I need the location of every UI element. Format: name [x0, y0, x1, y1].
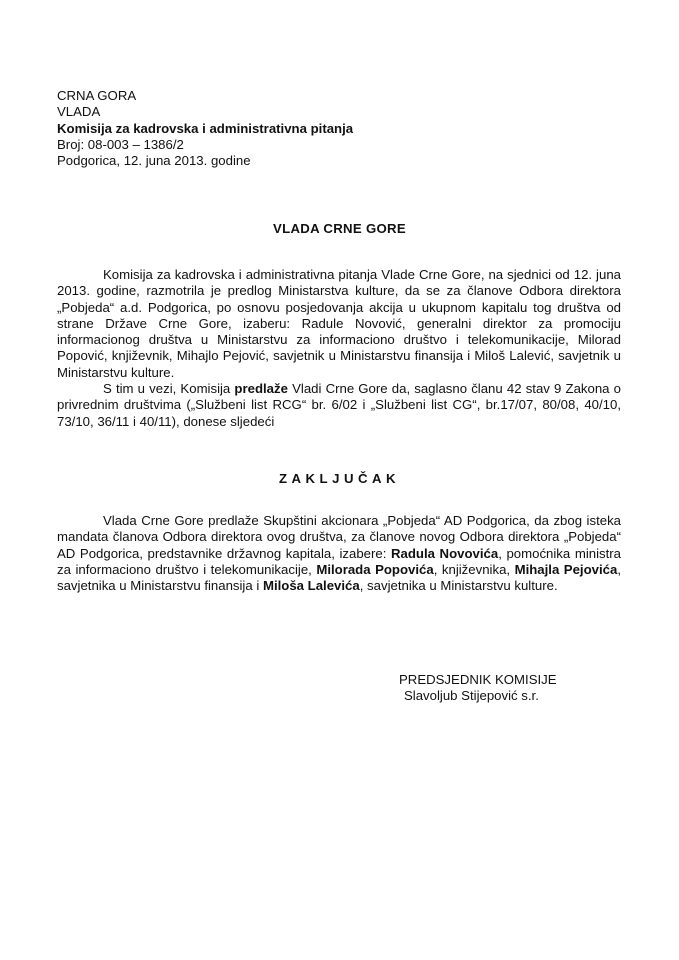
signatory-role: PREDSJEDNIK KOMISIJE [399, 672, 557, 687]
conclusion-part-2: , pomoćnika ministra za informaciono društvo i telekomunikacije, [57, 545, 621, 577]
paragraph-2-emphasis: predlaže [234, 381, 288, 397]
conclusion-title: ZAKLJUČAK [278, 471, 401, 486]
conclusion-part-4: , savjetnika u Ministarstvu finansija i [57, 561, 621, 594]
nominee-4: Miloša Lalevića [262, 578, 360, 594]
body-text [57, 267, 621, 430]
conclusion-paragraph [57, 513, 621, 594]
institution-name: VLADA [57, 104, 101, 120]
nominee-3: Mihajla Pejovića [514, 561, 618, 577]
document-title: VLADA CRNE GORE [273, 221, 406, 236]
document-header [57, 88, 353, 169]
conclusion-part-5: , savjetnika u Ministarstvu kulture. [359, 578, 558, 594]
conclusion-part-3: , književnika, [433, 561, 515, 577]
paragraph-2 [57, 381, 621, 430]
paragraph-2-start: S tim u vezi, Komisija [103, 381, 235, 397]
reference-number: Broj: 08-003 – 1386/2 [57, 136, 184, 152]
commission-name: Komisija za kadrovska i administrativna pitanja [57, 120, 354, 136]
country-name: CRNA GORA [57, 88, 137, 103]
paragraph-1: Komisija za kadrovska i administrativna pitanja Vlade Crne Gore, na sjednici od 12. juna 2013. godine, razmotrila je predlog Ministarstva kulture, da se za članove Odbora direktora „Pobjeda“ a.d. Podgorica, po osnovu posjedovanja akcija u ukupnom kapitalu tog društva od strane Države Crne Gore, izaberu: Radule Novović, generalni direktor za promociju informacionog društva u Ministarstvu za informaciono društvo i telekomunikacije, Milorad Popović, književnik, Mihajlo Pejović, savjetnik u Ministarstvu finansija i Miloš Lalević, savjetnik u Ministarstvu kulture. [57, 267, 621, 380]
conclusion-part-1: Vlada Crne Gore predlaže Skupštini akcionara „Pobjeda“ AD Podgorica, da zbog isteka mandata članova Odbora direktora ovog društva, za članove novog Odbora direktora „Pobjeda“ AD Podgorica, predstavnike državnog kapitala, izabere: [57, 513, 621, 561]
signature-block [399, 672, 557, 705]
paragraph-2-end: Vladi Crne Gore da, saglasno članu 42 stav 9 Zakona o privrednim društvima („Službeni list RCG“ br. 6/02 i „Službeni list CG“, br.17/07, 80/08, 40/10, 73/10, 36/11 i 40/11), donese sljedeći [57, 381, 621, 429]
signatory-name: Slavoljub Stijepović s.r. [404, 688, 539, 704]
nominee-2: Milorada Popovića [316, 561, 434, 577]
nominee-1: Radula Novovića [391, 545, 499, 561]
place-and-date: Podgorica, 12. juna 2013. godine [57, 153, 251, 169]
